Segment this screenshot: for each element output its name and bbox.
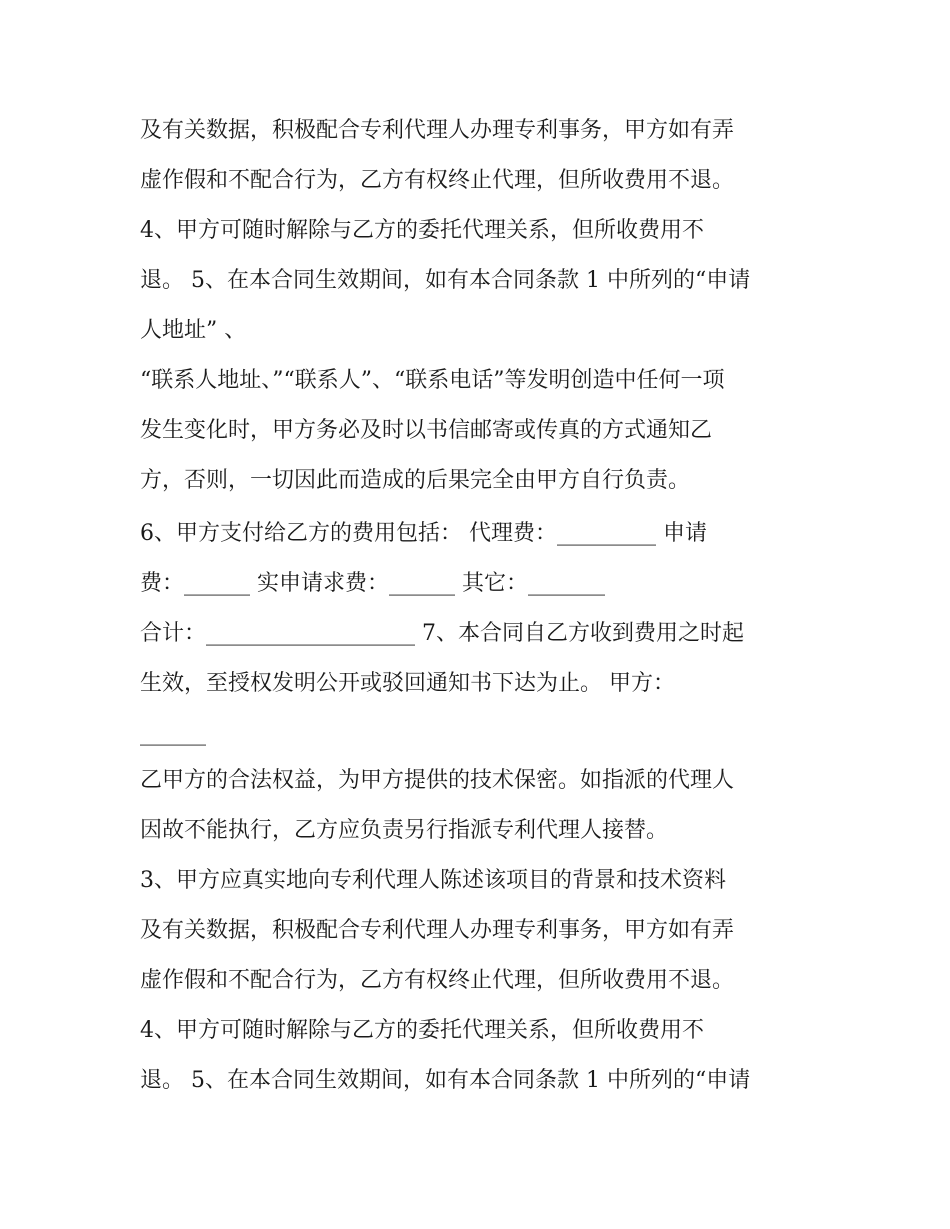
text-line: 退。 5、在本合同生效期间，如有本合同条款 1 中所列的“申请: [140, 268, 751, 293]
text-line: 合计：___________________ 7、本合同自乙方收到费用之时起: [140, 621, 744, 646]
text-line: 费：______ 实申请求费：______ 其它：_______: [140, 571, 605, 596]
text-line: 生效，至授权发明公开或驳回通知书下达为止。 甲方：: [140, 671, 675, 696]
text-line: 及有关数据，积极配合专利代理人办理专利事务，甲方如有弄: [140, 918, 735, 943]
text-line: 人地址” 、: [140, 318, 247, 343]
text-line: 6、甲方支付给乙方的费用包括： 代理费：_________ 申请: [140, 521, 707, 546]
text-line: 3、甲方应真实地向专利代理人陈述该项目的背景和技术资料: [140, 868, 726, 893]
text-line: 及有关数据，积极配合专利代理人办理专利事务，甲方如有弄: [140, 118, 735, 143]
text-line: 乙甲方的合法权益，为甲方提供的技术保密。如指派的代理人: [140, 768, 735, 793]
text-line: 虚作假和不配合行为，乙方有权终止代理，但所收费用不退。: [140, 168, 735, 193]
text-line: 4、甲方可随时解除与乙方的委托代理关系，但所收费用不: [140, 218, 704, 243]
text-line: 虚作假和不配合行为，乙方有权终止代理，但所收费用不退。: [140, 968, 735, 993]
text-line: 方，否则，一切因此而造成的后果完全由甲方自行负责。: [140, 468, 691, 493]
text-line: ______: [140, 721, 206, 746]
text-line: 发生变化时，甲方务必及时以书信邮寄或传真的方式通知乙: [140, 418, 713, 443]
text-line: “联系人地址、”“联系人”、“联系电话”等发明创造中任何一项: [140, 368, 725, 393]
text-line: 退。 5、在本合同生效期间，如有本合同条款 1 中所列的“申请: [140, 1068, 751, 1093]
text-line: 因故不能执行，乙方应负责另行指派专利代理人接替。: [140, 818, 669, 843]
text-line: 4、甲方可随时解除与乙方的委托代理关系，但所收费用不: [140, 1018, 704, 1043]
